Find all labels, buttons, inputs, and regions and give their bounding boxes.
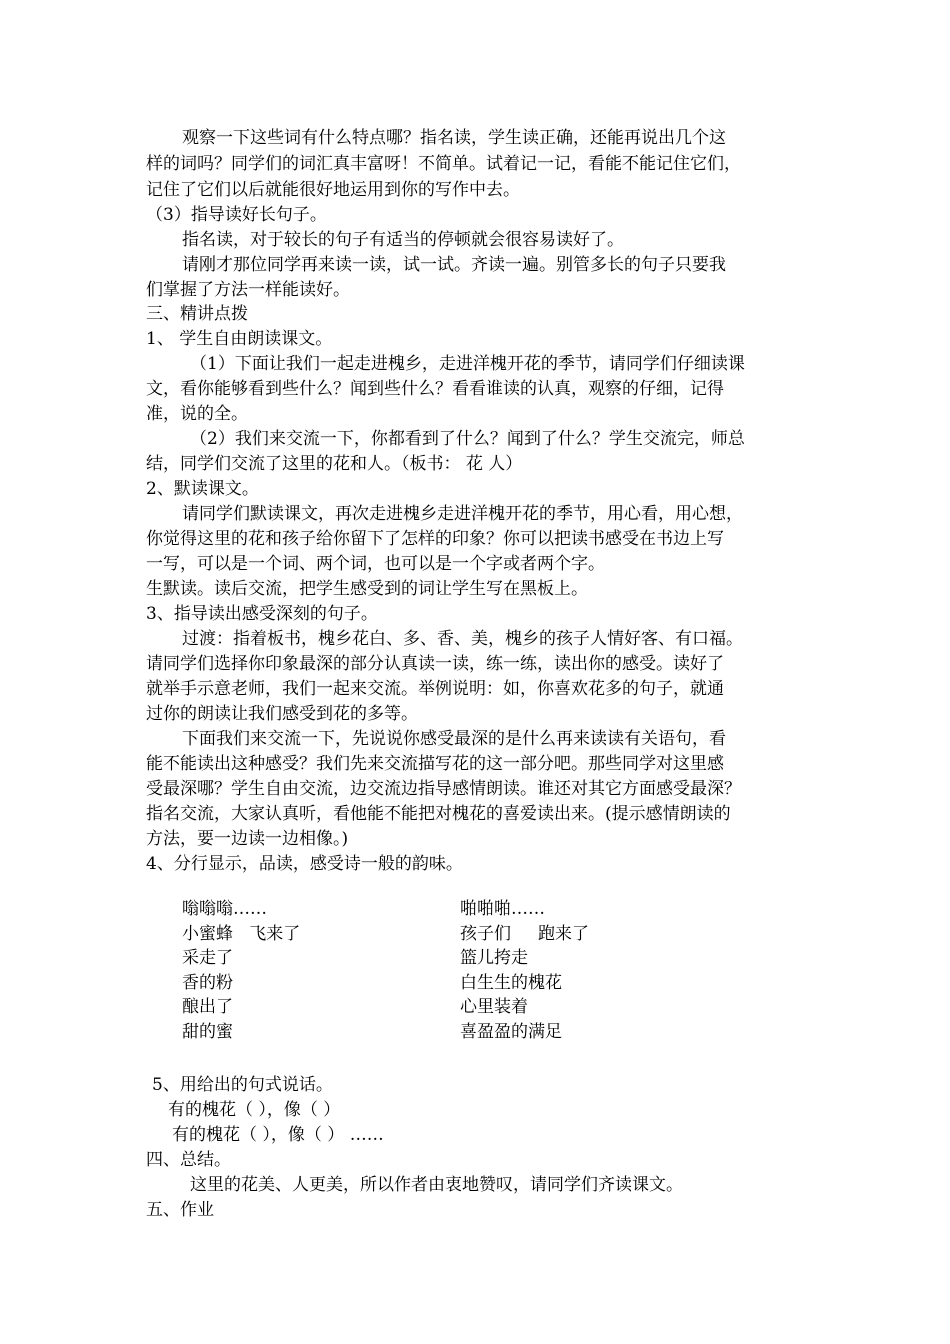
subsection-heading: 3、指导读出感受深刻的句子。 [146, 604, 378, 624]
paragraph-line: 能不能读出这种感受？我们先来交流描写花的这一部分吧。那些同学对这里感 [146, 754, 724, 774]
sentence-pattern: 有的槐花（ ），像（ ） …… [172, 1125, 384, 1145]
paragraph-line: 过渡：指着板书，槐乡花白、多、香、美，槐乡的孩子人情好客、有口福。 [182, 629, 743, 649]
poem-line: 采走了 [182, 948, 233, 968]
section-heading: 四、总结。 [146, 1150, 231, 1170]
paragraph-line: 请同学们选择你印象最深的部分认真读一读，练一练，读出你的感受。读好了 [146, 654, 724, 674]
subsection-heading: 2、默读课文。 [146, 479, 259, 499]
poem-line: 甜的蜜 [182, 1021, 233, 1042]
paragraph-line: 受最深哪？学生自由交流，边交流边指导感情朗读。谁还对其它方面感受最深？ [146, 779, 741, 799]
poem-line: 篮儿挎走 [460, 948, 528, 968]
subsection-heading: 1、 学生自由朗读课文。 [146, 329, 333, 349]
poem-line: 嗡嗡嗡…… [182, 899, 267, 919]
subsection-heading: 4、分行显示，品读，感受诗一般的韵味。 [146, 854, 463, 874]
poem-line: 啪啪啪…… [460, 899, 545, 919]
poem-line: 喜盈盈的满足 [460, 1021, 562, 1042]
sentence-pattern: 有的槐花（ ），像（ ） [168, 1100, 341, 1120]
paragraph-line: 们掌握了方法一样能读好。 [146, 280, 350, 300]
paragraph-line: 结，同学们交流了这里的花和人。（板书： 花 人） [146, 454, 523, 474]
poem-right-column [460, 897, 589, 1044]
poem-line: 香的粉 [182, 972, 233, 993]
paragraph-line: （2）我们来交流一下，你都看到了什么？闻到了什么？学生交流完，师总 [190, 429, 745, 449]
paragraph-line: （1）下面让我们一起走进槐乡，走进洋槐开花的季节，请同学们仔细读课 [190, 354, 745, 374]
poem-line: 孩子们 跑来了 [460, 923, 590, 944]
poem-left-column [182, 897, 300, 1044]
paragraph-line: 下面我们来交流一下，先说说你感受最深的是什么再来读读有关语句，看 [182, 729, 726, 749]
paragraph-line: 请同学们默读课文，再次走进槐乡走进洋槐开花的季节，用心看，用心想， [182, 504, 743, 524]
paragraph-line: 生默读。读后交流，把学生感受到的词让学生写在黑板上。 [146, 579, 588, 599]
paragraph-line: 请刚才那位同学再来读一读，试一试。齐读一遍。别管多长的句子只要我 [182, 255, 726, 275]
paragraph-line: 观察一下这些词有什么特点哪？指名读，学生读正确，还能再说出几个这 [182, 128, 726, 148]
section-heading: 三、精讲点拨 [146, 304, 248, 324]
poem-line: 白生生的槐花 [460, 972, 562, 993]
paragraph-line: 这里的花美、人更美，所以作者由衷地赞叹，请同学们齐读课文。 [190, 1175, 683, 1195]
poem-line: 小蜜蜂 飞来了 [182, 923, 301, 944]
paragraph-line: 文，看你能够看到些什么？闻到些什么？看看谁读的认真，观察的仔细，记得 [146, 379, 724, 399]
paragraph-line: 就举手示意老师，我们一起来交流。举例说明：如，你喜欢花多的句子，就通 [146, 679, 724, 699]
paragraph-line: 样的词吗？同学们的词汇真丰富呀！不简单。试着记一记，看能不能记住它们， [146, 154, 741, 174]
poem-line: 心里装着 [460, 997, 528, 1017]
paragraph-line: 准，说的全。 [146, 404, 248, 424]
paragraph-line: 指名读，对于较长的句子有适当的停顿就会很容易读好了。 [182, 230, 624, 250]
section-heading: 五、作业 [146, 1200, 214, 1220]
paragraph-line: 过你的朗读让我们感受到花的多等。 [146, 704, 418, 724]
paragraph-line: 一写，可以是一个词、两个词，也可以是一个字或者两个字。 [146, 554, 605, 574]
subsection-heading: 5、用给出的句式说话。 [152, 1075, 333, 1095]
paragraph-line: 指名交流，大家认真听，看他能不能把对槐花的喜爱读出来。(提示感情朗读的 [146, 804, 731, 824]
poem-line: 酿出了 [182, 997, 233, 1017]
paragraph-line: 方法，要一边读一边相像。) [146, 829, 349, 849]
paragraph-line: 你觉得这里的花和孩子给你留下了怎样的印象？你可以把读书感受在书边上写 [146, 529, 724, 549]
paragraph-line: 记住了它们以后就能很好地运用到你的写作中去。 [146, 180, 520, 200]
subsection-heading: （3）指导读好长句子。 [146, 205, 327, 225]
